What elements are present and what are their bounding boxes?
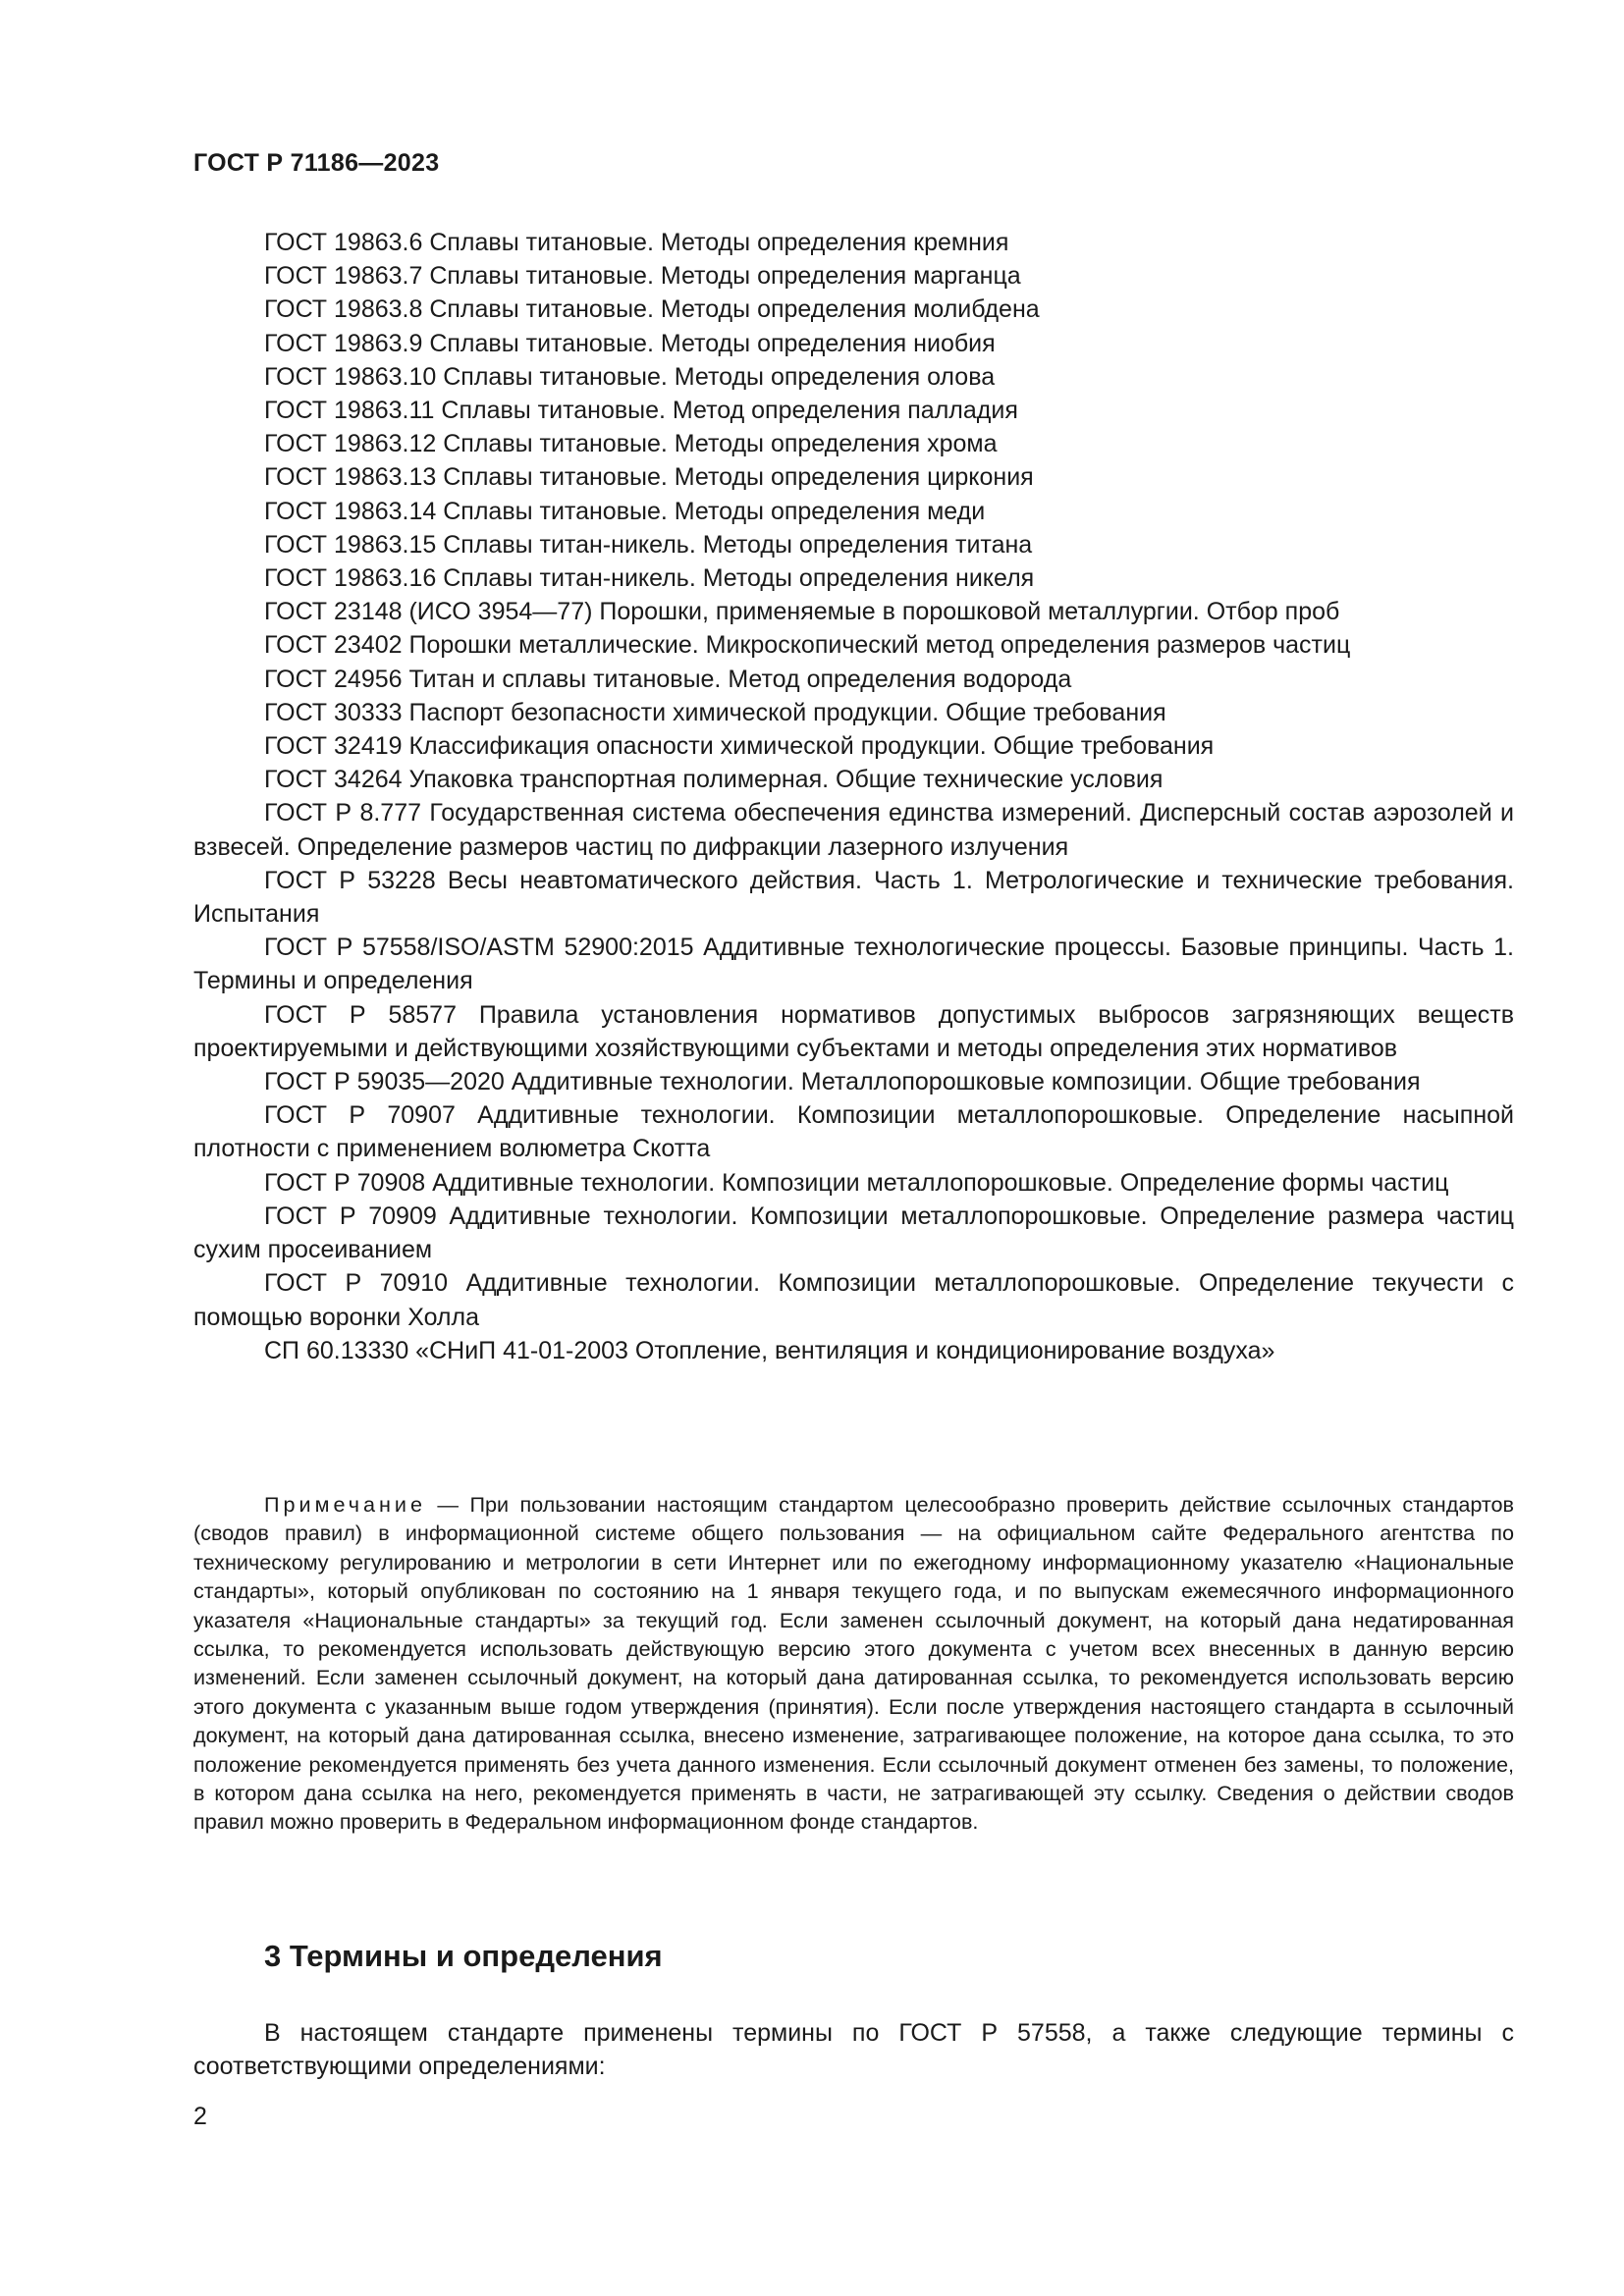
reference-item: ГОСТ Р 70908 Аддитивные технологии. Композиции металлопорошковые. Определение формы частиц: [264, 1168, 1449, 1197]
reference-item: ГОСТ 19863.12 Сплавы титановые. Методы определения хрома: [264, 430, 998, 458]
reference-item: ГОСТ 23148 (ИСО 3954—77) Порошки, применяемые в порошковой металлургии. Отбор проб: [264, 598, 1340, 626]
document-code-header: ГОСТ Р 71186—2023: [193, 149, 440, 177]
reference-item: ГОСТ 19863.13 Сплавы титановые. Методы определения циркония: [264, 463, 1034, 492]
reference-item: ГОСТ 19863.10 Сплавы титановые. Методы определения олова: [264, 362, 996, 391]
normative-references-list: [193, 226, 1514, 1367]
reference-item: ГОСТ 19863.14 Сплавы титановые. Методы определения меди: [264, 497, 986, 525]
reference-item: СП 60.13330 «СНиП 41-01-2003 Отопление, вентиляция и кондиционирование воздуха»: [264, 1336, 1275, 1364]
reference-item: ГОСТ Р 70909 Аддитивные технологии. Композиции металлопорошковые. Определение размера частиц сухим просеиванием: [193, 1201, 1514, 1264]
note-paragraph: [193, 1490, 1514, 1837]
reference-item: ГОСТ Р 53228 Весы неавтоматического действия. Часть 1. Метрологические и технические требования. Испытания: [193, 866, 1514, 929]
section-intro-paragraph: В настоящем стандарте применены термины по ГОСТ Р 57558, а также следующие термины с соответствующими определениями:: [193, 2019, 1514, 2081]
reference-item: ГОСТ Р 70907 Аддитивные технологии. Композиции металлопорошковые. Определение насыпной плотности с применением волюметра Скотта: [193, 1101, 1514, 1163]
reference-item: ГОСТ 30333 Паспорт безопасности химической продукции. Общие требования: [264, 698, 1166, 726]
note-text: — При пользовании настоящим стандартом целесообразно проверить действие ссылочных стандартов (сводов правил) в информационной системе общего пользования — на официальном сайте Федерального агентства по техническому регулированию и метрологии в сети Интернет или по ежегодному информационному указателю «Национальные стандарты», который опубликован по состоянию на 1 января текущего года, и по выпускам ежемесячного информационного указателя «Национальные стандарты» за текущий год. Если заменен ссылочный документ, на который дана недатированная ссылка, то рекомендуется использовать действующую версию этого документа с учетом всех внесенных в данную версию изменений. Если заменен ссылочный документ, на который дана датированная ссылка, то рекомендуется использовать версию этого документа с указанным выше годом утверждения (принятия). Если после утверждения настоящего стандарта в ссылочный документ, на который дана датированная ссылка, внесено изменение, затрагивающее положение, на которое дана ссылка, то это положение рекомендуется применять без учета данного изменения. Если ссылочный документ отменен без замены, то положение, в котором дана ссылка на него, рекомендуется применять в части, не затрагивающей эту ссылку. Сведения о действии сводов правил можно проверить в Федеральном информационном фонде стандартов.: [193, 1492, 1514, 1835]
reference-item: ГОСТ 19863.8 Сплавы титановые. Методы определения молибдена: [264, 295, 1040, 324]
reference-item: ГОСТ 19863.7 Сплавы титановые. Методы определения марганца: [264, 262, 1021, 291]
section-heading: 3 Термины и определения: [264, 1939, 663, 1973]
page-number: 2: [193, 2103, 207, 2130]
reference-item: ГОСТ Р 70910 Аддитивные технологии. Композиции металлопорошковые. Определение текучести с помощью воронки Холла: [193, 1269, 1514, 1331]
reference-item: ГОСТ 19863.15 Сплавы титан-никель. Методы определения титана: [264, 530, 1033, 559]
reference-item: ГОСТ 19863.6 Сплавы титановые. Методы определения кремния: [264, 229, 1009, 256]
reference-item: ГОСТ Р 59035—2020 Аддитивные технологии. Металлопорошковые композиции. Общие требования: [264, 1068, 1421, 1096]
reference-item: ГОСТ 32419 Классификация опасности химической продукции. Общие требования: [264, 732, 1215, 761]
reference-item: ГОСТ Р 57558/ISO/ASTM 52900:2015 Аддитивные технологические процессы. Базовые принципы. Часть 1. Термины и определения: [193, 934, 1514, 995]
reference-item: ГОСТ Р 58577 Правила установления нормативов допустимых выбросов загрязняющих веществ проектируемыми и действующими хозяйствующими субъектами и методы определения этих нормативов: [193, 1000, 1514, 1062]
reference-item: ГОСТ 24956 Титан и сплавы титановые. Метод определения водорода: [264, 665, 1072, 693]
reference-item: ГОСТ 19863.11 Сплавы титановые. Метод определения палладия: [264, 397, 1018, 425]
note-label: Примечание: [264, 1492, 426, 1517]
reference-item: ГОСТ 23402 Порошки металлические. Микроскопический метод определения размеров частиц: [264, 631, 1351, 660]
reference-item: ГОСТ Р 8.777 Государственная система обеспечения единства измерений. Дисперсный состав аэрозолей и взвесей. Определение размеров частиц по дифракции лазерного излучения: [193, 799, 1514, 861]
reference-item: ГОСТ 34264 Упаковка транспортная полимерная. Общие технические условия: [264, 766, 1164, 794]
reference-item: ГОСТ 19863.16 Сплавы титан-никель. Методы определения никеля: [264, 564, 1035, 593]
reference-item: ГОСТ 19863.9 Сплавы титановые. Методы определения ниобия: [264, 329, 996, 357]
